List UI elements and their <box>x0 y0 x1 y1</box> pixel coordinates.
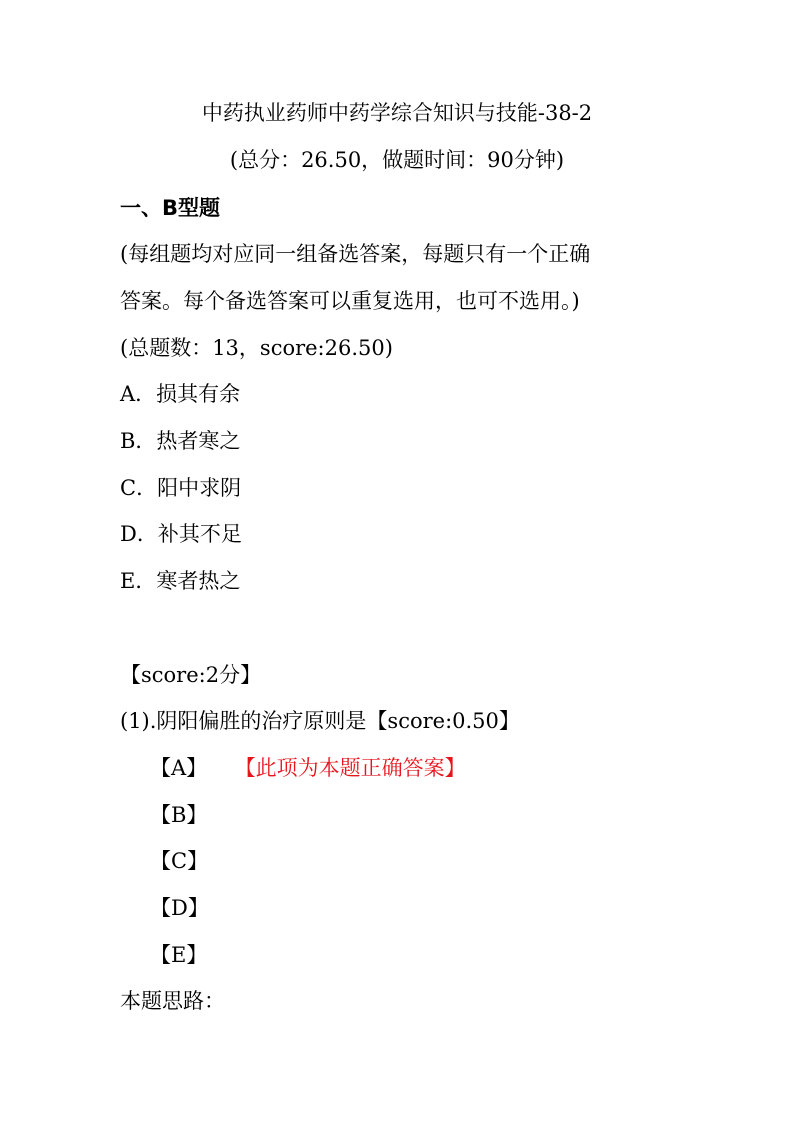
option-c <box>150 847 208 875</box>
option-e <box>150 941 207 969</box>
total-info: (总题数：13，score:26.50) <box>120 336 393 360</box>
option-d-label: 【D】 <box>150 896 209 920</box>
choice-b: B．热者寒之 <box>120 429 241 453</box>
document-subtitle: (总分：26.50，做题时间：90分钟) <box>229 148 565 172</box>
question-text: (1).阴阳偏胜的治疗原则是【score:0.50】 <box>120 709 520 733</box>
explanation-label: 本题思路： <box>120 989 225 1013</box>
option-d <box>150 894 209 922</box>
section-heading: 一、B型题 <box>120 196 221 220</box>
option-b <box>150 801 207 829</box>
option-b-label: 【B】 <box>150 803 208 827</box>
choice-d: D．补其不足 <box>120 522 242 546</box>
option-a <box>150 754 466 782</box>
choice-c: C．阳中求阴 <box>120 476 242 500</box>
option-e-label: 【E】 <box>150 943 208 967</box>
option-a-label: 【A】 <box>150 756 208 780</box>
document-title: 中药执业药师中药学综合知识与技能-38-2 <box>201 101 593 125</box>
instructions-line-1: (每组题均对应同一组备选答案，每题只有一个正确 <box>120 242 591 266</box>
instructions-line-2: 答案。每个备选答案可以重复选用，也可不选用。) <box>120 289 580 313</box>
group-score: 【score:2分】 <box>120 663 262 687</box>
correct-answer-note: 【此项为本题正确答案】 <box>245 756 466 780</box>
choice-e: E．寒者热之 <box>120 569 241 593</box>
choice-a: A．损其有余 <box>120 382 241 406</box>
option-c-label: 【C】 <box>150 849 209 873</box>
